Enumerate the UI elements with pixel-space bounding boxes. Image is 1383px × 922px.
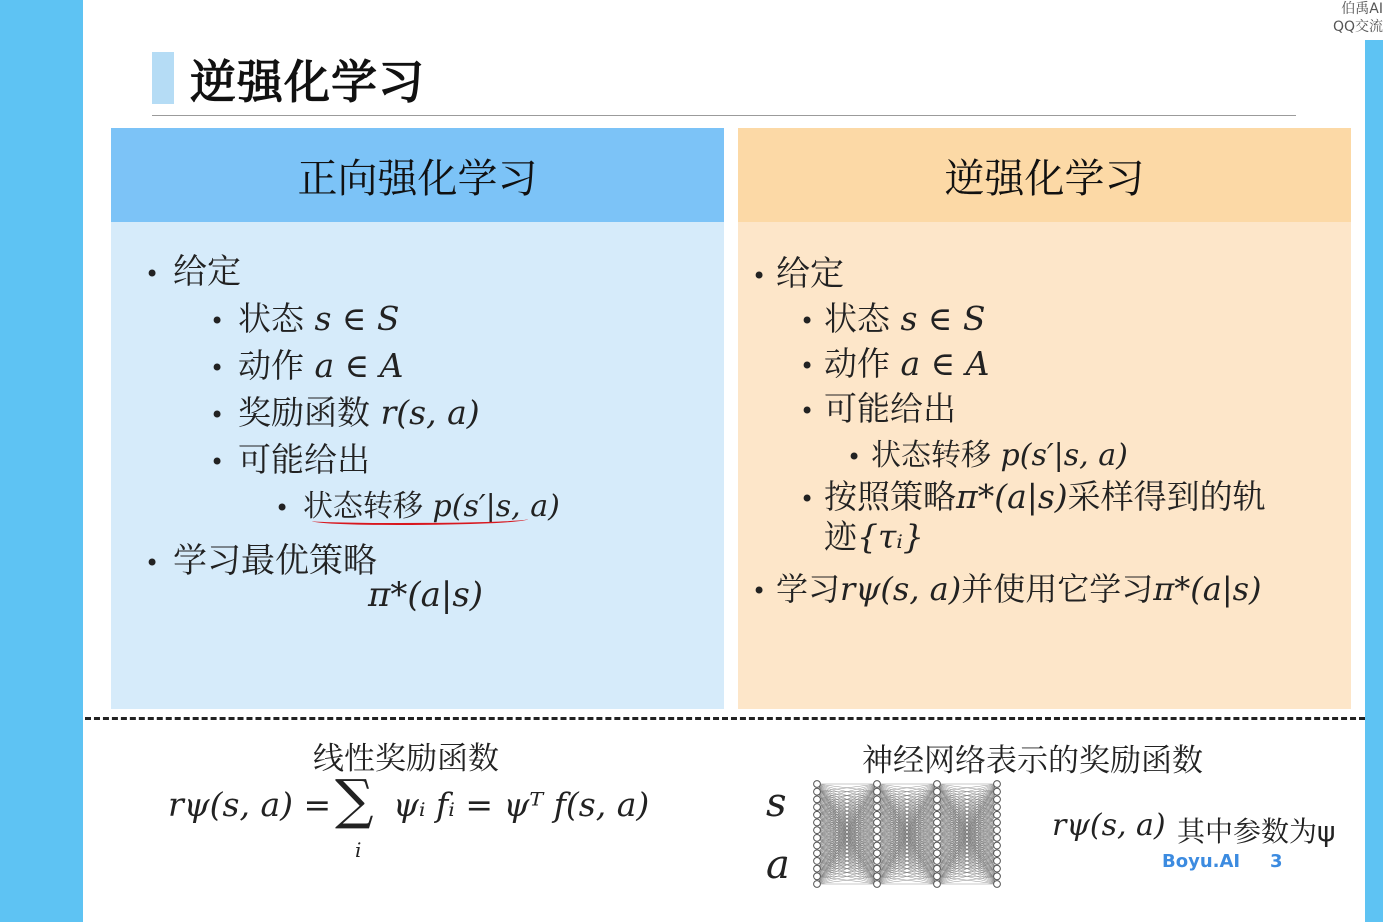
boyu-logo: Boyu.AI xyxy=(1162,851,1241,872)
watermark-corner xyxy=(1318,0,1383,40)
nn-node xyxy=(814,881,821,888)
nn-node xyxy=(814,819,821,826)
nn-node xyxy=(994,834,1001,841)
left-given: • 给定 xyxy=(145,252,241,292)
nn-node xyxy=(934,850,941,857)
right-action: • 动作 a ∈ A xyxy=(800,344,990,383)
nn-node xyxy=(814,827,821,834)
nn-node xyxy=(994,788,1001,795)
linear-reward-caption: 线性奖励函数 xyxy=(313,741,499,777)
nn-node xyxy=(874,873,881,880)
nn-node xyxy=(994,865,1001,872)
nn-node xyxy=(934,873,941,880)
dashed-divider xyxy=(85,717,1365,720)
nn-node xyxy=(994,858,1001,865)
right-trajectory-line2: 迹{τᵢ} xyxy=(824,517,924,556)
watermark-line-2: QQ交流 xyxy=(1332,19,1383,35)
nn-node xyxy=(994,781,1001,788)
nn-node xyxy=(994,811,1001,818)
right-state: • 状态 s ∈ S xyxy=(800,299,986,338)
nn-node xyxy=(874,842,881,849)
neural-network-diagram xyxy=(805,778,1015,890)
nn-input-s: s xyxy=(766,780,787,826)
nn-node xyxy=(814,788,821,795)
left-state: • 状态 s ∈ S xyxy=(210,299,400,338)
slide-title: 逆强化学习 xyxy=(190,55,425,109)
linear-formula-sum-index: i xyxy=(355,838,362,862)
nn-node xyxy=(994,850,1001,857)
linear-formula-lhs: rψ(s, a) = xyxy=(168,785,332,824)
nn-node xyxy=(994,796,1001,803)
nn-node xyxy=(814,804,821,811)
nn-input-a: a xyxy=(766,842,790,888)
forward-rl-header: 正向强化学习 xyxy=(111,128,724,222)
nn-node xyxy=(934,796,941,803)
right-maybe: • 可能给出 xyxy=(800,389,956,428)
nn-node xyxy=(934,865,941,872)
nn-node xyxy=(934,858,941,865)
nn-node xyxy=(814,865,821,872)
nn-node xyxy=(874,796,881,803)
nn-node xyxy=(814,811,821,818)
nn-node xyxy=(814,781,821,788)
right-trajectory: • 按照策略π*(a|s)采样得到的轨 xyxy=(800,477,1266,516)
watermark-line-1: 伯禹AI xyxy=(1341,1,1383,17)
nn-node xyxy=(874,804,881,811)
left-reward: • 奖励函数 r(s, a) xyxy=(210,393,480,432)
nn-node xyxy=(994,819,1001,826)
nn-node xyxy=(814,834,821,841)
nn-node xyxy=(874,781,881,788)
right-given: • 给定 xyxy=(752,254,844,294)
page-number: 3 xyxy=(1270,851,1283,872)
nn-node xyxy=(874,811,881,818)
nn-node xyxy=(814,842,821,849)
right-learn: • 学习rψ(s, a)并使用它学习π*(a|s) xyxy=(752,570,1262,608)
nn-node xyxy=(994,827,1001,834)
left-background-strip xyxy=(0,0,83,922)
linear-formula-sum: ∑ xyxy=(335,768,374,831)
title-divider xyxy=(152,115,1296,116)
nn-node xyxy=(874,850,881,857)
nn-node xyxy=(934,827,941,834)
nn-node xyxy=(814,850,821,857)
nn-node xyxy=(994,842,1001,849)
linear-formula-rhs: ψᵢ fᵢ = ψᵀ f(s, a) xyxy=(393,785,650,824)
nn-node xyxy=(934,834,941,841)
nn-node xyxy=(934,842,941,849)
nn-node xyxy=(874,788,881,795)
nn-node xyxy=(814,858,821,865)
nn-node xyxy=(874,865,881,872)
nn-node xyxy=(874,819,881,826)
nn-node xyxy=(934,811,941,818)
nn-node xyxy=(874,858,881,865)
nn-node xyxy=(874,834,881,841)
inverse-rl-header: 逆强化学习 xyxy=(738,128,1351,222)
nn-reward-caption: 神经网络表示的奖励函数 xyxy=(862,743,1203,779)
nn-node xyxy=(934,804,941,811)
left-maybe: • 可能给出 xyxy=(210,440,370,479)
nn-node xyxy=(994,804,1001,811)
left-action: • 动作 a ∈ A xyxy=(210,346,404,385)
nn-node xyxy=(994,873,1001,880)
nn-node xyxy=(874,881,881,888)
nn-node xyxy=(934,881,941,888)
nn-node xyxy=(934,788,941,795)
nn-formula: rψ(s, a) xyxy=(1052,808,1166,843)
nn-node xyxy=(814,873,821,880)
right-transition: • 状态转移 p(s′|s, a) xyxy=(847,438,1128,473)
right-background-strip xyxy=(1365,0,1383,922)
left-learn: • 学习最优策略 xyxy=(145,541,377,581)
title-accent-bar xyxy=(152,52,174,104)
nn-node xyxy=(994,881,1001,888)
left-policy: π*(a|s) xyxy=(368,575,484,615)
nn-node xyxy=(934,781,941,788)
nn-node xyxy=(874,827,881,834)
nn-param-note: 其中参数为ψ xyxy=(1177,815,1336,848)
nn-node xyxy=(814,796,821,803)
left-transition: • 状态转移 p(s′|s, a) xyxy=(275,489,560,524)
nn-node xyxy=(934,819,941,826)
